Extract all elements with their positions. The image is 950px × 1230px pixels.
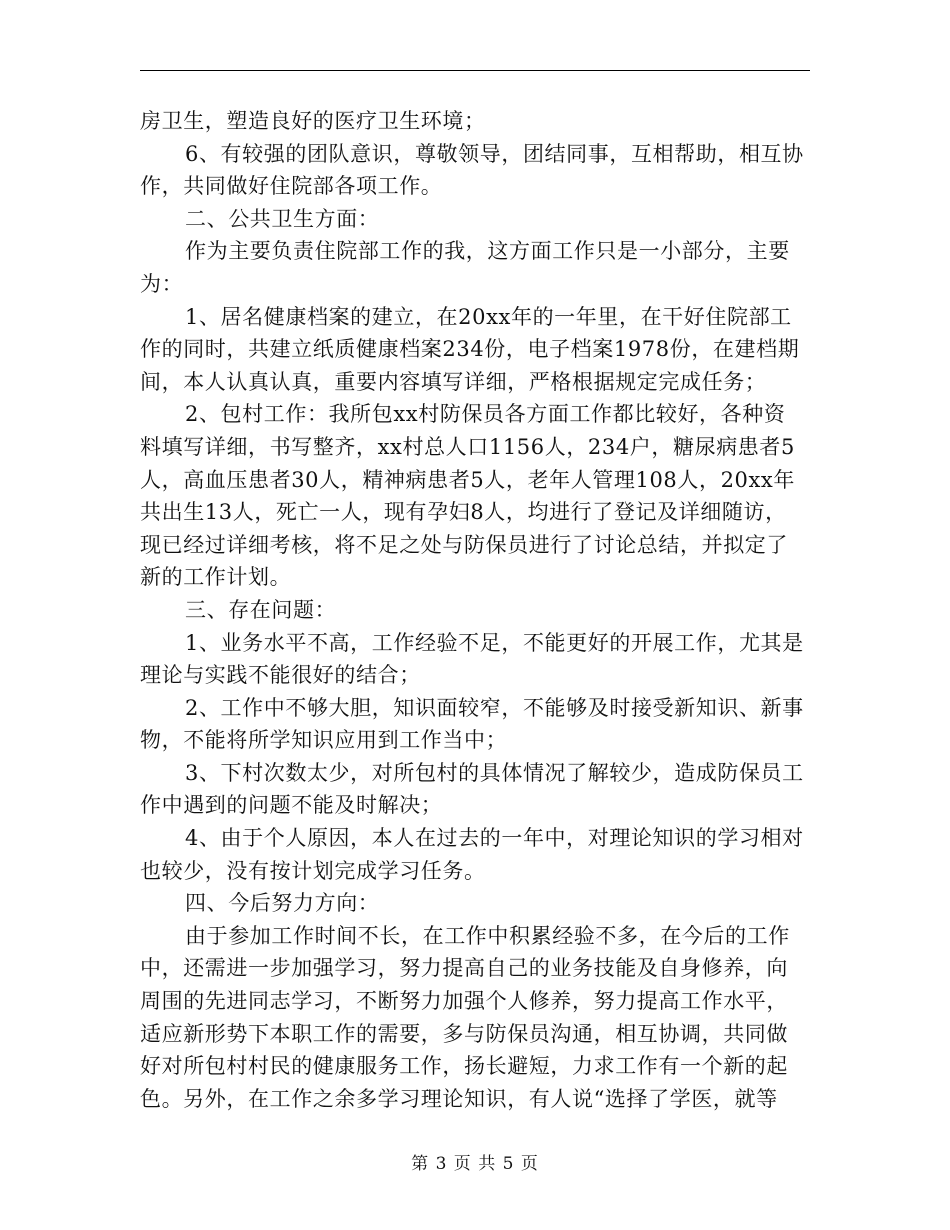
text-line: 1、业务水平不高，工作经验不足，不能更好的开展工作，尤其是 — [185, 630, 804, 655]
page-footer: 第 3 页 共 5 页 — [411, 1154, 539, 1174]
text-line: 物，不能将所学知识应用到工作当中； — [140, 728, 508, 753]
text-line: 作中遇到的问题不能及时解决； — [140, 793, 443, 818]
text-line: 周围的先进同志学习，不断努力加强个人修养，努力提高工作水平， — [140, 989, 788, 1014]
text-line: 也较少，没有按计划完成学习任务。 — [140, 858, 486, 883]
text-line: 适应新形势下本职工作的需要，多与防保员沟通，相互协调，共同做 — [140, 1021, 788, 1046]
text-line: 由于参加工作时间不长，在工作中积累经验不多，在今后的工作 — [185, 923, 790, 948]
text-line: 作的同时，共建立纸质健康档案234份，电子档案1978份，在建档期 — [140, 337, 800, 362]
text-line: 二、公共卫生方面： — [185, 206, 380, 231]
text-line: 2、包村工作：我所包xx村防保员各方面工作都比较好，各种资 — [185, 402, 786, 427]
text-line: 为： — [140, 271, 184, 296]
header-rule — [140, 70, 810, 71]
document-body — [140, 105, 812, 1115]
text-line: 6、有较强的团队意识，尊敬领导，团结同事，互相帮助，相互协 — [185, 141, 804, 166]
text-line: 料填写详细，书写整齐，xx村总人口1156人，234户，糖尿病患者5 — [140, 434, 795, 459]
text-line: 现已经过详细考核，将不足之处与防保员进行了讨论总结，并拟定了 — [140, 532, 788, 557]
text-line: 作为主要负责住院部工作的我，这方面工作只是一小部分，主要 — [185, 239, 790, 264]
text-line: 色。另外，在工作之余多学习理论知识，有人说“选择了学医，就等 — [140, 1086, 778, 1111]
text-line: 1、居名健康档案的建立，在20xx年的一年里，在干好住院部工 — [185, 304, 792, 329]
text-line: 理论与实践不能很好的结合； — [140, 663, 421, 688]
text-line: 间，本人认真认真，重要内容填写详细，严格根据规定完成任务； — [140, 369, 767, 394]
text-line: 中，还需进一步加强学习，努力提高自己的业务技能及自身修养，向 — [140, 956, 788, 981]
text-line: 4、由于个人原因，本人在过去的一年中，对理论知识的学习相对 — [185, 826, 804, 851]
text-line: 2、工作中不够大胆，知识面较窄，不能够及时接受新知识、新事 — [185, 695, 804, 720]
text-line: 好对所包村村民的健康服务工作，扬长避短，力求工作有一个新的起 — [140, 1054, 788, 1079]
text-line: 作，共同做好住院部各项工作。 — [140, 174, 443, 199]
text-line: 房卫生，塑造良好的医疗卫生环境； — [140, 109, 486, 133]
text-line: 新的工作计划。 — [140, 565, 292, 590]
text-line: 共出生13人，死亡一人，现有孕妇8人，均进行了登记及详细随访， — [140, 500, 787, 525]
text-line: 人，高血压患者30人，精神病患者5人，老年人管理108人，20xx年 — [140, 467, 795, 492]
text-line: 3、下村次数太少，对所包村的具体情况了解较少，造成防保员工 — [185, 760, 804, 785]
text-line: 四、今后努力方向： — [185, 891, 380, 916]
text-line: 三、存在问题： — [185, 597, 337, 622]
